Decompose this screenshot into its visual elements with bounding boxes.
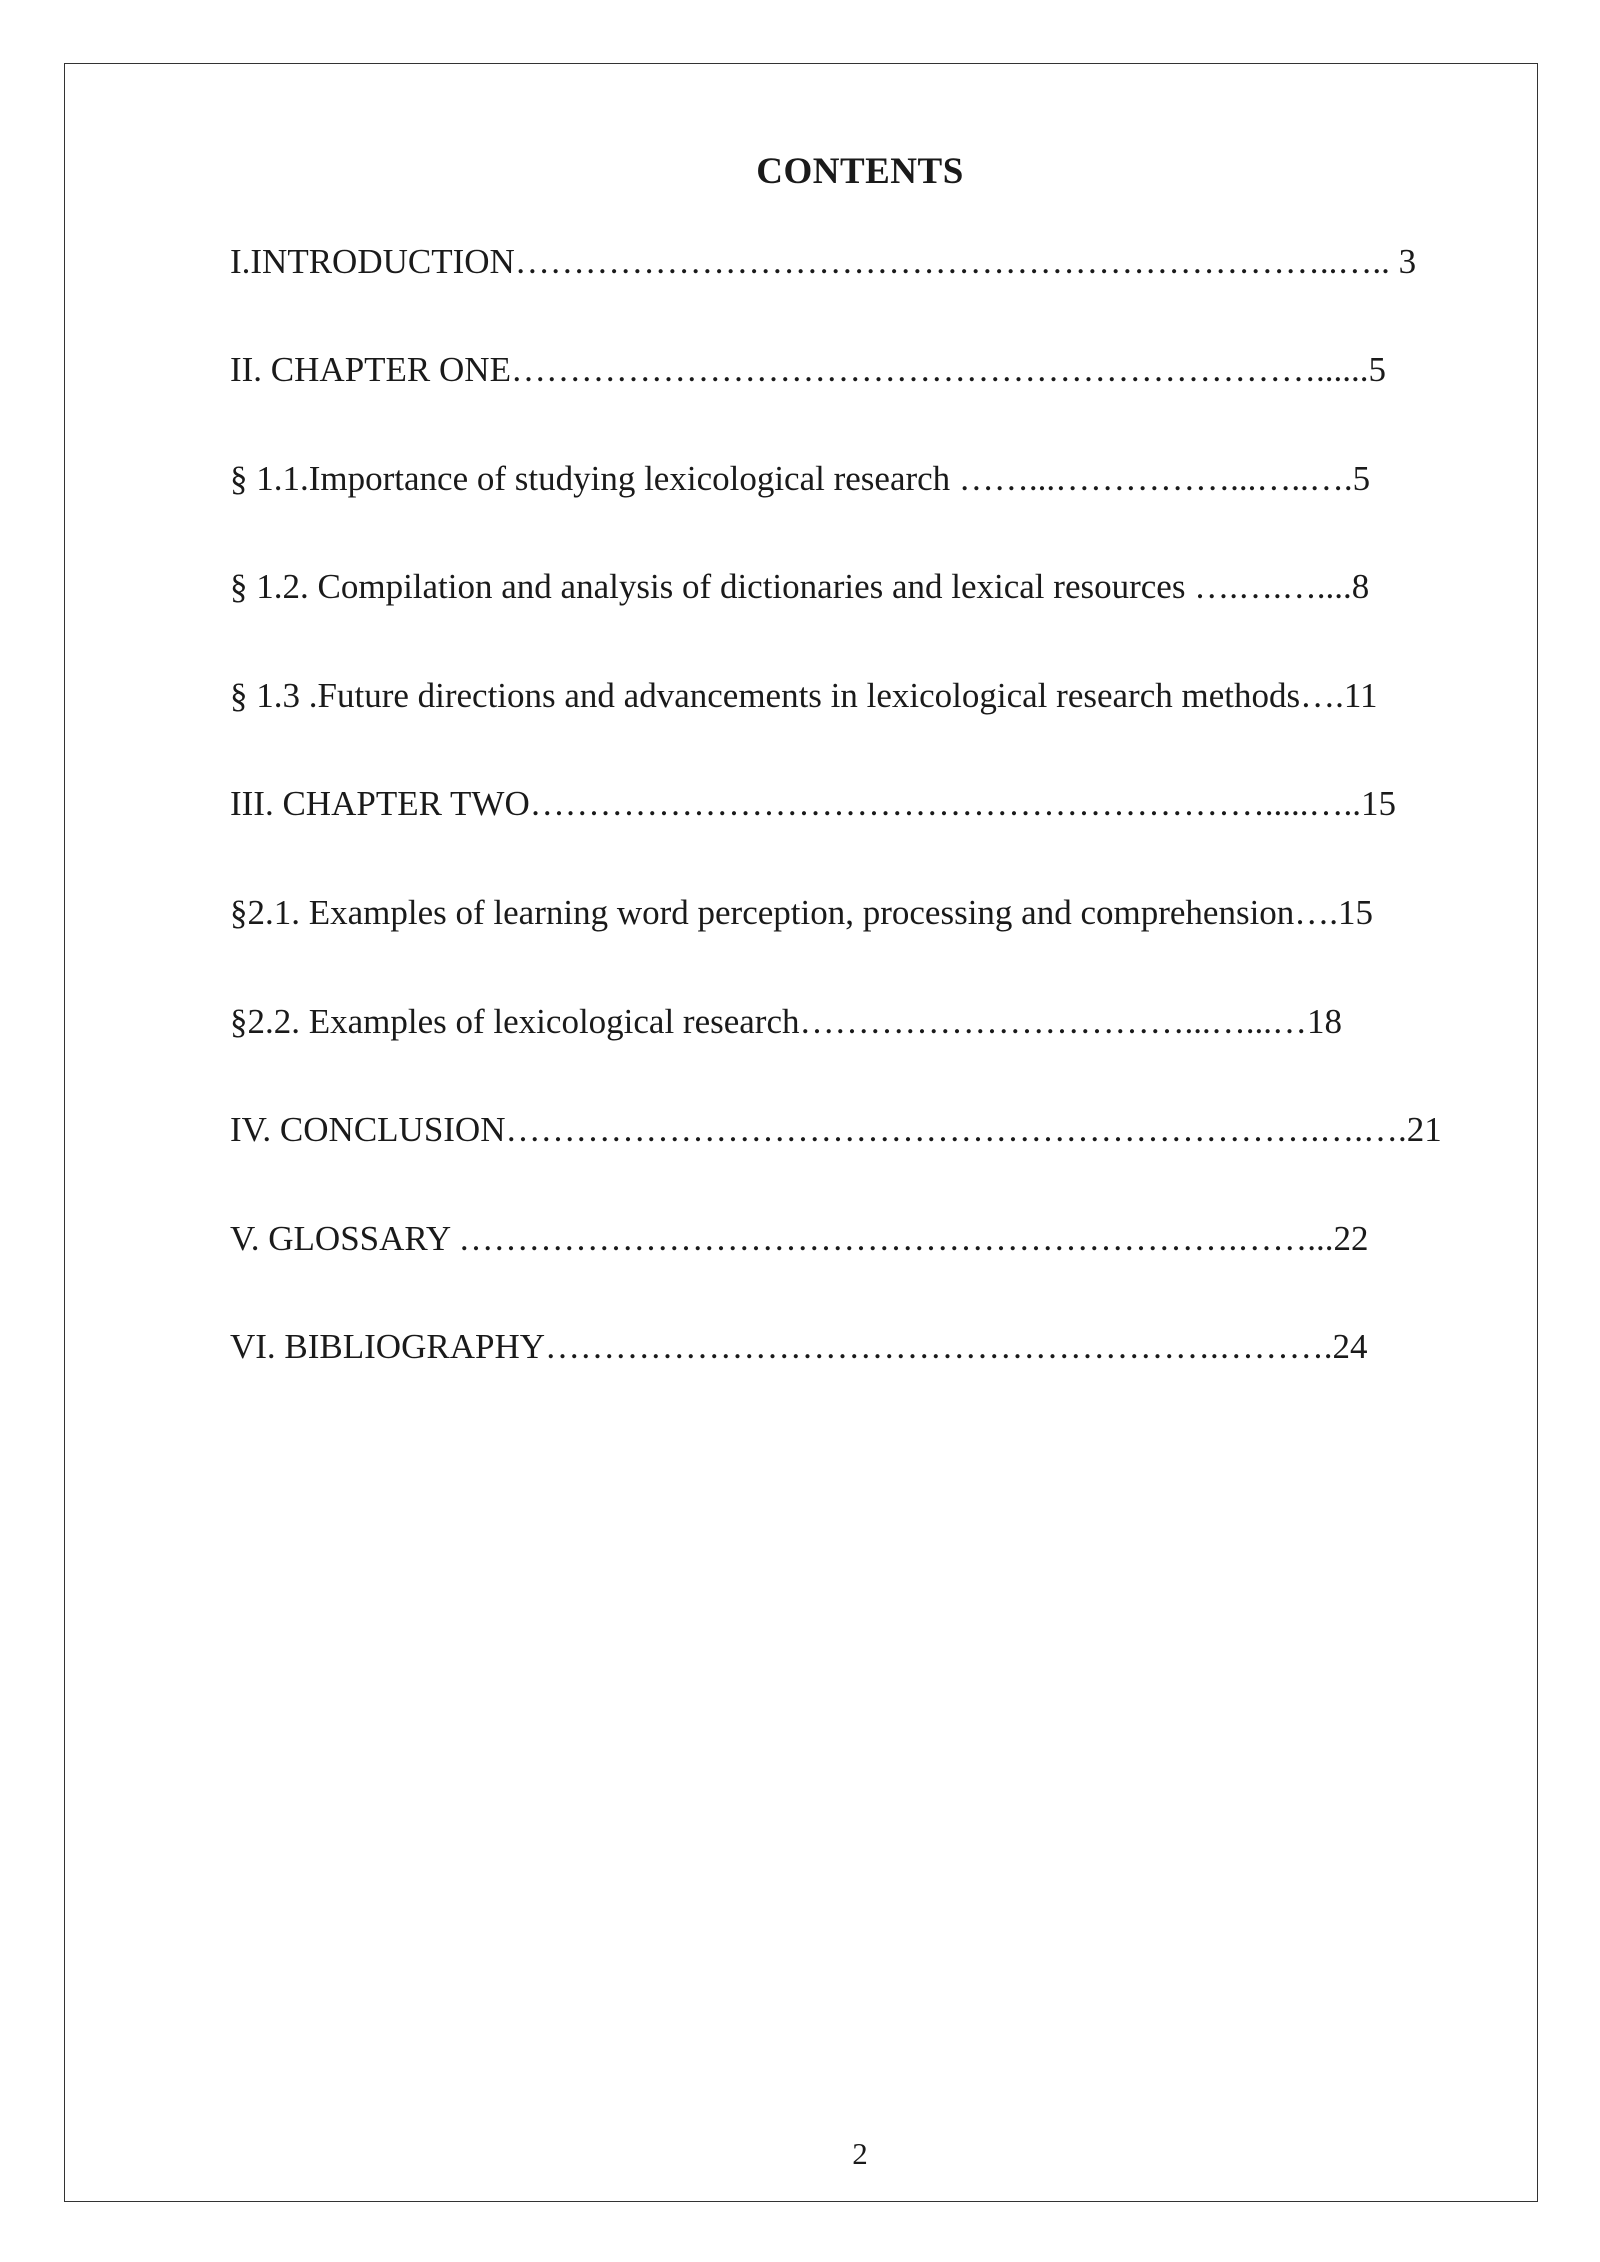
toc-entry-conclusion: IV. CONCLUSION…………………………………………………………….….….21 xyxy=(230,1110,1442,1149)
page-number: 2 xyxy=(852,2136,868,2171)
toc-entry-section-1-2: § 1.2. Compilation and analysis of dictionaries and lexical resources ….….…....8 xyxy=(230,567,1370,606)
toc-entry-section-2-2: §2.2. Examples of lexicological research……………………………...…...…18 xyxy=(230,1002,1343,1041)
toc-entry-section-1-1: § 1.1.Importance of studying lexicological research ……...……………...…..….5 xyxy=(230,459,1371,498)
toc-entry-glossary: V. GLOSSARY ………………………………………………………….……...22 xyxy=(230,1219,1369,1258)
toc-entry-chapter-two: III. CHAPTER TWO……………………………………………………….....…..15 xyxy=(230,784,1396,823)
toc-entry-chapter-one: II. CHAPTER ONE……………………………………………………………......5 xyxy=(230,350,1386,389)
page-title: CONTENTS xyxy=(756,151,964,192)
toc-entry-bibliography: VI. BIBLIOGRAPHY………………………………………………….……….24 xyxy=(230,1327,1368,1366)
toc-entry-introduction: I.INTRODUCTION……………………………………………………………..….. 3 xyxy=(230,242,1417,281)
toc-entry-section-1-3: § 1.3 .Future directions and advancements in lexicological research methods….11 xyxy=(230,676,1378,715)
toc-entry-section-2-1: §2.1. Examples of learning word perception, processing and comprehension….15 xyxy=(230,893,1374,932)
